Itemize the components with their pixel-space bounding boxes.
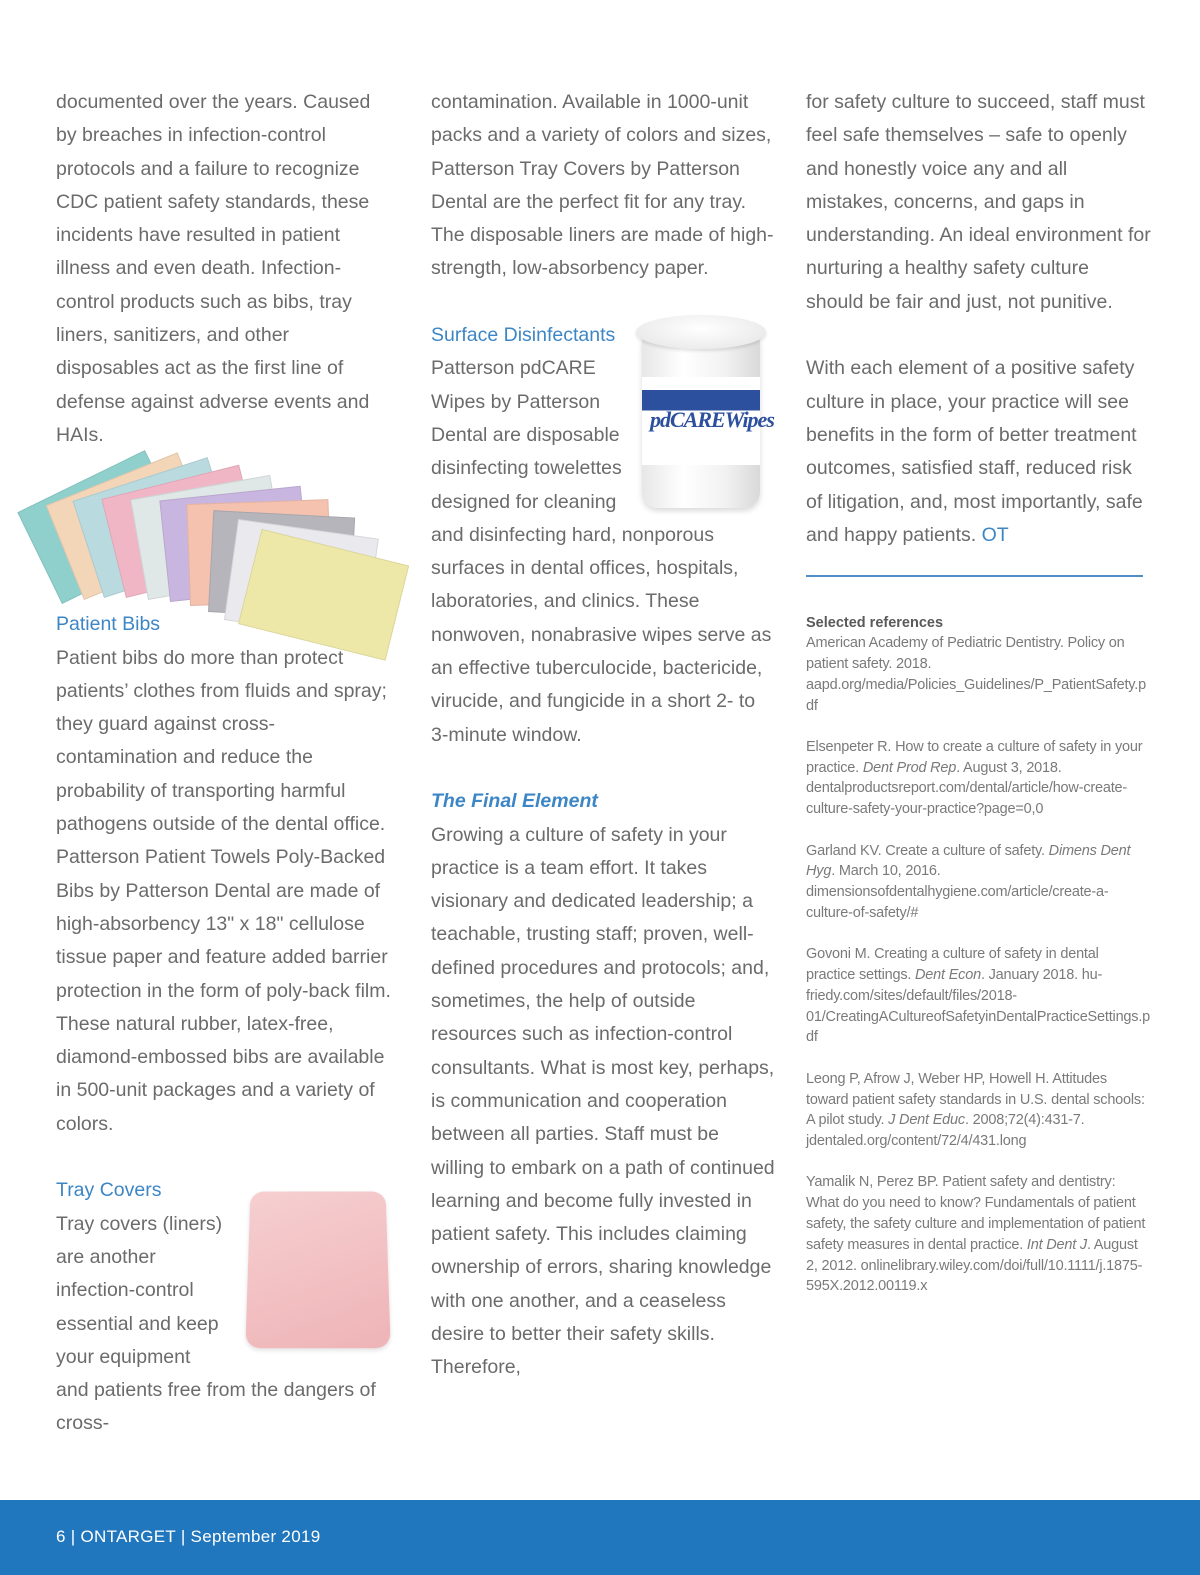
bibs-fan-image <box>56 466 396 626</box>
surface-disinfectants-heading: Surface Disinfectants <box>431 324 616 347</box>
reference-6: Yamalik N, Perez BP. Patient safety and dentistry: What do you need to know? Fundamentals of patient safety, the safety culture and implementation of patient safety measures in dental practice. Int Dent J. August 2, 2012. onlinelibrary.wiley.com/doi/full/10.1111/j.1875-595X.2012.00119.x <box>806 1174 1146 1295</box>
column-1 <box>56 86 396 1441</box>
reference-3: Garland KV. Create a culture of safety. Dimens Dent Hyg. March 10, 2016. dimensionsofdentalhygiene.com/article/create-a-culture-of-safety/# <box>806 842 1131 921</box>
footer-text: 6 | ONTARGET | September 2019 <box>56 1527 321 1546</box>
end-mark: OT <box>981 523 1009 546</box>
tray-covers-continued: contamination. Available in 1000-unit packs and a variety of colors and sizes, Patterson Tray Covers by Patterson Dental are the perfect fit for any tray. The disposable liners are made of high-strength, low-absorbency paper. <box>431 91 774 280</box>
surface-disinfectants-paragraph: Patterson pdCARE Wipes by Patterson Dental are disposable disinfecting towelettes designed for cleaning and disinfecting hard, nonporous surfaces in dental offices, hospitals, laboratories, and clinics. These nonwoven, nonabrasive wipes serve as an effective tuberculocide, bactericide, virucide, and fungicide in a short 2- to 3-minute window. <box>431 357 772 746</box>
patient-bibs-heading: Patient Bibs <box>56 613 161 636</box>
final-element-heading: The Final Element <box>431 790 598 813</box>
tray-covers-paragraph: Tray covers (liners) are another infection-control essential and keep your equipment and patients free from the dangers of cross- <box>56 1212 376 1435</box>
column-2 <box>431 86 776 1385</box>
references-divider <box>806 575 1143 577</box>
benefits-paragraph <box>806 352 1151 552</box>
pdcare-wipes-image <box>636 315 774 515</box>
reference-4: Govoni M. Creating a culture of safety in dental practice settings. Dent Econ. January 2018. hu-friedy.com/sites/default/files/2018-01/CreatingACultureofSafetyinDentalPracticeSettings.pdf <box>806 946 1151 1046</box>
wipes-label: pdCAREWipes <box>650 407 774 433</box>
reference-5: Leong P, Afrow J, Weber HP, Howell H. Attitudes toward patient safety standards in U.S. dental schools: A pilot study. J Dent Educ. 2008;72(4):431-7. jdentaled.org/content/72/4/431.long <box>806 1070 1145 1150</box>
column-3 <box>806 86 1151 1318</box>
benefits-text: With each element of a positive safety culture in place, your practice will see benefits in the form of better treatment outcomes, satisfied staff, reduced risk of litigation, and, most importantly, safe and happy patients. <box>806 357 1143 546</box>
reference-1: American Academy of Pediatric Dentistry. Policy on patient safety. 2018. aapd.org/media/Policies_Guidelines/P_PatientSafety.pdf <box>806 635 1146 714</box>
patient-bibs-paragraph: Patient bibs do more than protect patients’ clothes from fluids and spray; they guard against cross-contamination and reduce the probability of transporting harmful pathogens outside of the dental office. Patterson Patient Towels Poly-Backed Bibs by Patterson Dental are made of high-absorbency 13" x 18" cellulose tissue paper and feature added barrier protection in the form of poly-back film. These natural rubber, latex-free, diamond-embossed bibs are available in 500-unit packages and a variety of colors. <box>56 646 391 1135</box>
tray-cover-image <box>234 1184 394 1354</box>
final-element-paragraph: Growing a culture of safety in your practice is a team effort. It takes visionary and dedicated leadership; a teachable, trusting staff; proven, well-defined procedures and protocols; and, sometimes, the help of outside resources such as infection-control consultants. What is most key, perhaps, is communication and cooperation between all parties. Staff must be willing to embark on a path of continued learning and become fully invested in patient safety. This includes claiming ownership of errors, sharing knowledge with one another, and a ceaseless desire to better their safety skills. Therefore, <box>431 823 775 1379</box>
footer-bar <box>0 1500 1200 1575</box>
safety-culture-paragraph: for safety culture to succeed, staff must feel safe themselves – safe to openly and honestly voice any and all mistakes, concerns, and gaps in understanding. An ideal environment for nurturing a healthy safety culture should be fair and just, not punitive. <box>806 91 1151 313</box>
reference-2: Elsenpeter R. How to create a culture of safety in your practice. Dent Prod Rep. August 3, 2018. dentalproductsreport.com/dental/article/how-create-culture-safety-your-practice?page=0,0 <box>806 738 1143 818</box>
intro-paragraph: documented over the years. Caused by breaches in infection-control protocols and a failure to recognize CDC patient safety standards, these incidents have resulted in patient illness and even death. Infection-control products such as bibs, tray liners, sanitizers, and other disposables act as the first line of defense against adverse events and HAIs. <box>56 91 371 446</box>
references-title: Selected references <box>806 615 944 632</box>
tray-covers-heading: Tray Covers <box>56 1179 162 1202</box>
